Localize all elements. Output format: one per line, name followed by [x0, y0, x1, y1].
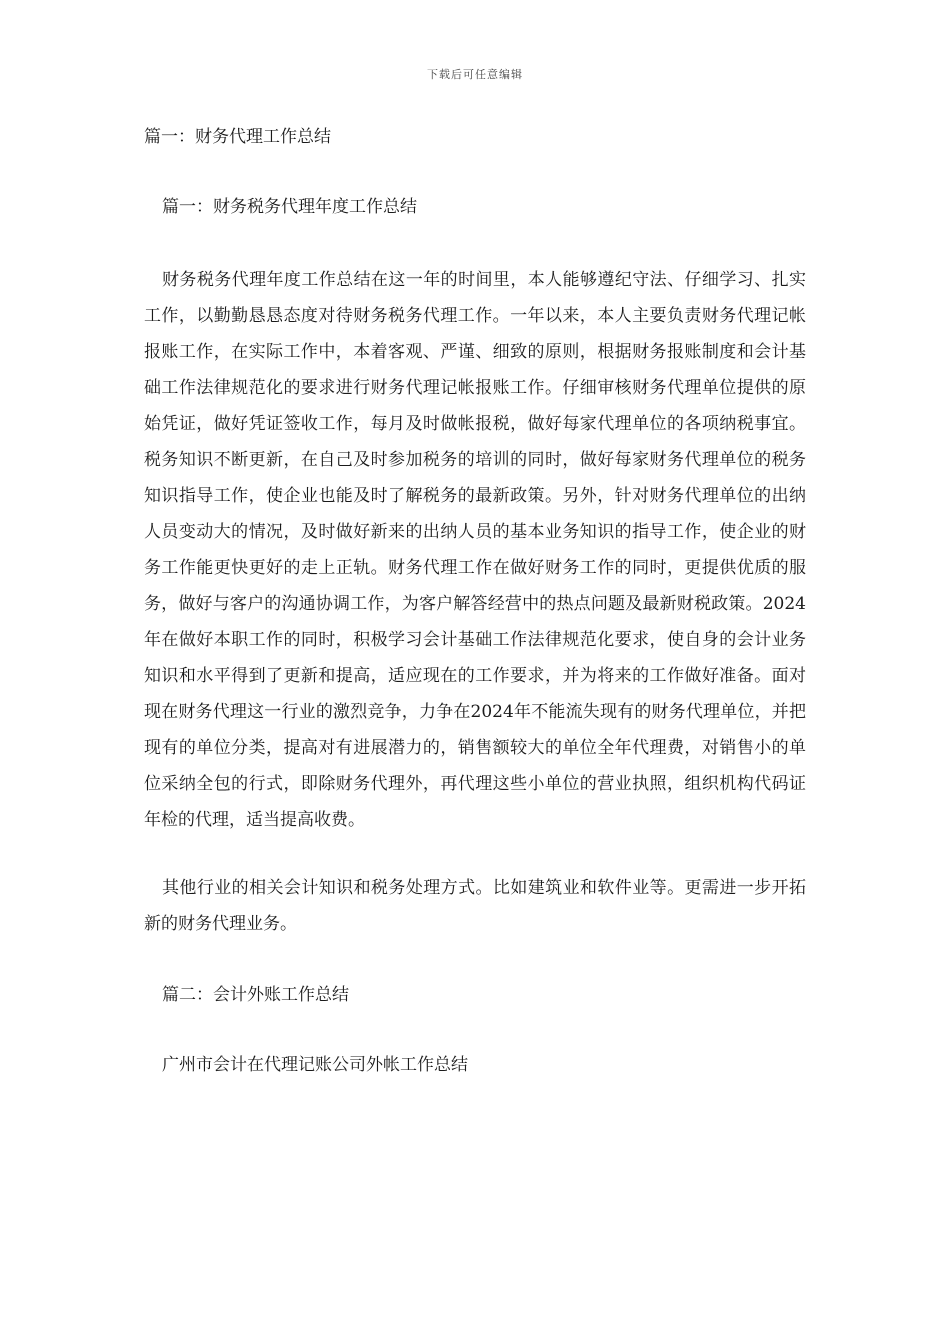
document-title: 篇一：财务代理工作总结 [144, 127, 331, 147]
header-note: 下载后可任意编辑 [427, 68, 523, 81]
document-body [144, 122, 806, 1080]
paragraph-1: 财务税务代理年度工作总结在这一年的时间里，本人能够遵纪守法、仔细学习、扎实工作，以勤勤恳恳态度对待财务税务代理工作。一年以来，本人主要负责财务代理记帐报账工作，在实际工作中，本着客观、严谨、细致的原则，根据财务报账制度和会计基础工作法律规范化的要求进行财务代理记帐报账工作。仔细审核财务代理单位提供的原始凭证，做好凭证签收工作，每月及时做帐报税，做好每家代理单位的各项纳税事宜。税务知识不断更新，在自己及时参加税务的培训的同时，做好每家财务代理单位的税务知识指导工作，使企业也能及时了解税务的最新政策。另外，针对财务代理单位的出纳人员变动大的情况，及时做好新来的出纳人员的基本业务知识的指导工作，使企业的财务工作能更快更好的走上正轨。财务代理工作在做好财务工作的同时，更提供优质的服务，做好与客户的沟通协调工作，为客户解答经营中的热点问题及最新财税政策。2024年在做好本职工作的同时，积极学习会计基础工作法律规范化要求，使自身的会计业务知识和水平得到了更新和提高，适应现在的工作要求，并为将来的工作做好准备。面对现在财务代理这一行业的激烈竞争，力争在2024年不能流失现有的财务代理单位，并把现有的单位分类，提高对有进展潜力的，销售额较大的单位全年代理费，对销售小的单位采纳全包的行式，即除财务代理外，再代理这些小单位的营业执照，组织机构代码证年检的代理，适当提高收费。 [144, 270, 806, 830]
document-subtitle: 篇一：财务税务代理年度工作总结 [162, 197, 417, 217]
paragraph-2: 其他行业的相关会计知识和税务处理方式。比如建筑业和软件业等。更需进一步开拓新的财务代理业务。 [144, 878, 806, 934]
section-2-subtitle: 广州市会计在代理记账公司外帐工作总结 [162, 1055, 468, 1075]
section-2-title: 篇二：会计外账工作总结 [162, 985, 349, 1005]
